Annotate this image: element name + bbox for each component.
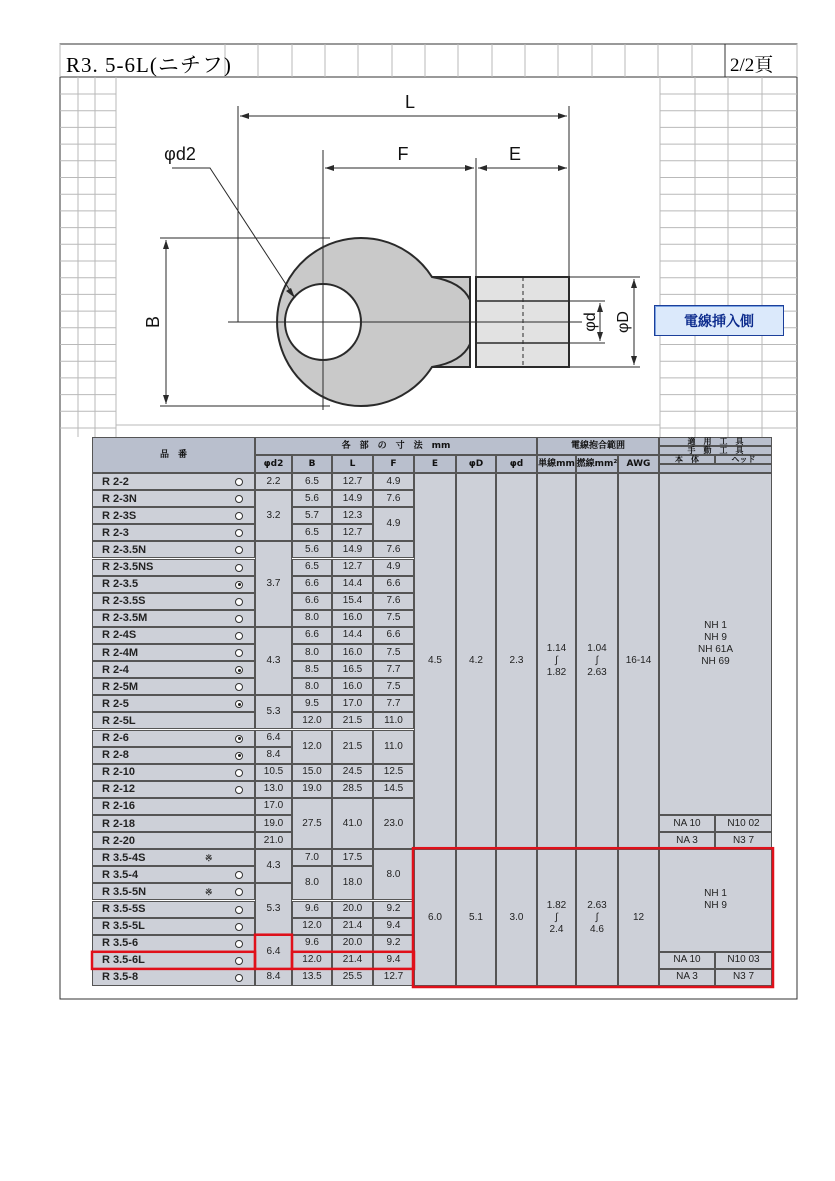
- tool-n2-cell: N3 7: [715, 969, 772, 986]
- part-row: [92, 832, 255, 849]
- F-cell: 8.0: [373, 849, 414, 900]
- d2-cell: 19.0: [255, 815, 292, 832]
- B-cell: 6.5: [292, 559, 332, 576]
- E-cell: 4.5: [414, 473, 456, 849]
- d2-cell: 2.2: [255, 473, 292, 490]
- part-row: [92, 781, 255, 798]
- part-name: R 2-20: [102, 834, 136, 847]
- stock-mark-icon: [235, 735, 243, 743]
- stock-mark-icon: [235, 564, 243, 572]
- part-row: [92, 507, 255, 524]
- header-col-4: E: [414, 455, 456, 473]
- stock-mark-icon: [235, 512, 243, 520]
- B-cell: 27.5: [292, 798, 332, 849]
- L-cell: 14.4: [332, 576, 373, 593]
- B-cell: 12.0: [292, 730, 332, 764]
- wire-insertion-side-badge: 電線挿入側: [654, 305, 784, 336]
- d2-cell: 5.3: [255, 883, 292, 934]
- part-name: R 2-3N: [102, 492, 137, 505]
- part-row: [92, 695, 255, 712]
- dim-d-head: [597, 332, 603, 341]
- header-spacer: [659, 464, 772, 473]
- dim-d-head: [597, 303, 603, 312]
- part-name: R 2-12: [102, 783, 136, 796]
- header-col-0: φd2: [255, 455, 292, 473]
- F-cell: 7.6: [373, 490, 414, 507]
- L-cell: 17.0: [332, 695, 373, 712]
- part-name: R 3.5-4: [102, 868, 139, 881]
- document-title: R3. 5-6L(ニチフ): [66, 53, 232, 77]
- D-cell: 4.2: [456, 473, 496, 849]
- F-cell: 6.6: [373, 576, 414, 593]
- stock-mark-icon: [235, 786, 243, 794]
- part-row: [92, 490, 255, 507]
- dim-B-head: [163, 395, 169, 404]
- B-cell: 5.6: [292, 541, 332, 558]
- part-name: R 3.5-5L: [102, 920, 145, 933]
- dimension-table: [92, 437, 772, 988]
- L-cell: 14.9: [332, 541, 373, 558]
- part-name: R 2-18: [102, 817, 136, 830]
- L-cell: 20.0: [332, 935, 373, 952]
- dim-d2-leader: [172, 168, 295, 298]
- part-row: [92, 918, 255, 935]
- F-cell: 7.5: [373, 678, 414, 695]
- F-cell: 9.4: [373, 918, 414, 935]
- dim-E-head: [478, 165, 487, 171]
- B-cell: 12.0: [292, 952, 332, 969]
- header-col-8: 撚線mm²: [576, 455, 618, 473]
- F-cell: 9.4: [373, 952, 414, 969]
- L-cell: 24.5: [332, 764, 373, 781]
- header-wire-range: 電線抱合範囲: [537, 437, 659, 455]
- label-d2: φd2: [164, 144, 196, 164]
- L-cell: 12.7: [332, 524, 373, 541]
- label-B: B: [143, 315, 163, 329]
- F-cell: 12.7: [373, 969, 414, 986]
- part-name: R 2-4M: [102, 646, 139, 659]
- part-name: R 2-3.5S: [102, 595, 146, 608]
- d2-cell: 4.3: [255, 849, 292, 883]
- B-cell: 12.0: [292, 712, 332, 729]
- B-cell: 6.5: [292, 524, 332, 541]
- header-col-6: φd: [496, 455, 537, 473]
- L-cell: 16.5: [332, 661, 373, 678]
- part-row: [92, 576, 255, 593]
- B-cell: 5.6: [292, 490, 332, 507]
- F-cell: 9.2: [373, 901, 414, 918]
- part-row: [92, 541, 255, 558]
- part-name: R 2-3: [102, 526, 129, 539]
- note-asterisk-icon: ※: [205, 887, 213, 898]
- d2-cell: 13.0: [255, 781, 292, 798]
- stock-mark-icon: [235, 598, 243, 606]
- header-tool-body: 本 体: [659, 455, 715, 464]
- part-row: [92, 610, 255, 627]
- part-row: [92, 644, 255, 661]
- B-cell: 12.0: [292, 918, 332, 935]
- F-cell: 14.5: [373, 781, 414, 798]
- stranded-wire-range-cell: 1.04 ∫ 2.63: [576, 473, 618, 849]
- dim-D-head: [631, 279, 637, 288]
- dim-D-head: [631, 356, 637, 365]
- header-col-3: F: [373, 455, 414, 473]
- dim-L-head: [558, 113, 567, 119]
- B-cell: 8.0: [292, 866, 332, 900]
- L-cell: 12.7: [332, 473, 373, 490]
- tool-na-cell: NA 10: [659, 815, 715, 832]
- part-row: [92, 798, 255, 815]
- d-cell: 2.3: [496, 473, 537, 849]
- header-col-7: 単線mm: [537, 455, 576, 473]
- part-name: R 3.5-5N: [102, 885, 147, 898]
- part-row: [92, 747, 255, 764]
- tool-n2-cell: N3 7: [715, 832, 772, 849]
- dim-F-head: [325, 165, 334, 171]
- part-row: [92, 969, 255, 986]
- B-cell: 9.6: [292, 935, 332, 952]
- d2-cell: 21.0: [255, 832, 292, 849]
- D-cell: 5.1: [456, 849, 496, 986]
- tool-n-cell: N10 02: [715, 815, 772, 832]
- F-cell: 7.5: [373, 610, 414, 627]
- part-name: R 2-16: [102, 800, 136, 813]
- B-cell: 15.0: [292, 764, 332, 781]
- stock-mark-icon: [235, 615, 243, 623]
- part-name: R 3.5-6: [102, 937, 139, 950]
- tool-body-cell: NH 1 NH 9 NH 61A NH 69: [659, 473, 772, 815]
- part-name: R 2-4: [102, 663, 129, 676]
- header-tool-head: ヘッド: [715, 455, 772, 464]
- L-cell: 16.0: [332, 644, 373, 661]
- part-row: [92, 849, 255, 866]
- part-row: [92, 952, 255, 969]
- F-cell: 7.7: [373, 695, 414, 712]
- header-manual-tools: 手 動 工 具: [659, 446, 772, 455]
- d2-cell: 8.4: [255, 969, 292, 986]
- part-name: R 2-5L: [102, 714, 136, 727]
- F-cell: 7.6: [373, 541, 414, 558]
- B-cell: 6.5: [292, 473, 332, 490]
- stock-mark-icon: [235, 974, 243, 982]
- L-cell: 21.5: [332, 712, 373, 729]
- F-cell: 9.2: [373, 935, 414, 952]
- stock-mark-icon: [235, 649, 243, 657]
- L-cell: 28.5: [332, 781, 373, 798]
- header-part-no: 品 番: [92, 437, 255, 473]
- label-D: φD: [615, 311, 632, 333]
- F-cell: 4.9: [373, 507, 414, 541]
- part-name: R 2-6: [102, 732, 129, 745]
- part-name: R 2-3S: [102, 509, 137, 522]
- stock-mark-icon: [235, 769, 243, 777]
- part-name: R 2-5M: [102, 680, 139, 693]
- B-cell: 9.6: [292, 901, 332, 918]
- dim-L-head: [240, 113, 249, 119]
- page-number: 2/2頁: [730, 55, 774, 76]
- tool-n-cell: N10 03: [715, 952, 772, 969]
- dim-F-head: [465, 165, 474, 171]
- B-cell: 6.6: [292, 593, 332, 610]
- tool-na2-cell: NA 3: [659, 969, 715, 986]
- d-cell: 3.0: [496, 849, 537, 986]
- d2-cell: 3.7: [255, 541, 292, 627]
- F-cell: 4.9: [373, 473, 414, 490]
- stock-mark-icon: [235, 700, 243, 708]
- header-col-9: AWG: [618, 455, 659, 473]
- stock-mark-icon: [235, 906, 243, 914]
- L-cell: 16.0: [332, 610, 373, 627]
- L-cell: 16.0: [332, 678, 373, 695]
- d2-cell: 8.4: [255, 747, 292, 764]
- header-tools: 適 用 工 具: [659, 437, 772, 446]
- F-cell: 7.5: [373, 644, 414, 661]
- F-cell: 7.7: [373, 661, 414, 678]
- header-col-1: B: [292, 455, 332, 473]
- label-L: L: [404, 92, 416, 112]
- header-col-2: L: [332, 455, 373, 473]
- L-cell: 25.5: [332, 969, 373, 986]
- awg-cell: 12: [618, 849, 659, 986]
- part-name: R 3.5-6L: [102, 954, 145, 967]
- part-name: R 2-3.5M: [102, 612, 148, 625]
- part-row: [92, 559, 255, 576]
- tool-na2-cell: NA 3: [659, 832, 715, 849]
- stock-mark-icon: [235, 752, 243, 760]
- solid-wire-range-cell: 1.14 ∫ 1.82: [537, 473, 576, 849]
- F-cell: 11.0: [373, 712, 414, 729]
- B-cell: 6.6: [292, 576, 332, 593]
- part-name: R 3.5-5S: [102, 903, 146, 916]
- L-cell: 14.9: [332, 490, 373, 507]
- part-row: [92, 935, 255, 952]
- part-name: R 2-3.5N: [102, 543, 147, 556]
- part-row: [92, 627, 255, 644]
- part-row: [92, 730, 255, 747]
- d2-cell: 3.2: [255, 490, 292, 541]
- d2-cell: 6.4: [255, 935, 292, 969]
- B-cell: 8.0: [292, 644, 332, 661]
- L-cell: 20.0: [332, 901, 373, 918]
- stock-mark-icon: [235, 888, 243, 896]
- B-cell: 5.7: [292, 507, 332, 524]
- B-cell: 7.0: [292, 849, 332, 866]
- B-cell: 13.5: [292, 969, 332, 986]
- B-cell: 8.0: [292, 678, 332, 695]
- label-E: E: [508, 144, 522, 164]
- part-name: R 3.5-4S: [102, 851, 146, 864]
- dim-E-head: [558, 165, 567, 171]
- stranded-wire-range-cell: 2.63 ∫ 4.6: [576, 849, 618, 986]
- stock-mark-icon: [235, 495, 243, 503]
- L-cell: 18.0: [332, 866, 373, 900]
- L-cell: 12.7: [332, 559, 373, 576]
- stock-mark-icon: [235, 957, 243, 965]
- stock-mark-icon: [235, 923, 243, 931]
- L-cell: 14.4: [332, 627, 373, 644]
- dim-B-head: [163, 240, 169, 249]
- part-name: R 2-4S: [102, 629, 137, 642]
- d2-cell: 6.4: [255, 730, 292, 747]
- B-cell: 19.0: [292, 781, 332, 798]
- F-cell: 4.9: [373, 559, 414, 576]
- part-row: [92, 593, 255, 610]
- F-cell: 7.6: [373, 593, 414, 610]
- F-cell: 23.0: [373, 798, 414, 849]
- part-name: R 2-2: [102, 475, 129, 488]
- part-row: [92, 473, 255, 490]
- L-cell: 12.3: [332, 507, 373, 524]
- tool-na-cell: NA 10: [659, 952, 715, 969]
- B-cell: 8.0: [292, 610, 332, 627]
- stock-mark-icon: [235, 529, 243, 537]
- part-row: [92, 524, 255, 541]
- stock-mark-icon: [235, 581, 243, 589]
- d2-cell: 10.5: [255, 764, 292, 781]
- F-cell: 11.0: [373, 730, 414, 764]
- B-cell: 9.5: [292, 695, 332, 712]
- L-cell: 17.5: [332, 849, 373, 866]
- part-name: R 2-8: [102, 749, 129, 762]
- stock-mark-icon: [235, 478, 243, 486]
- stock-mark-icon: [235, 683, 243, 691]
- part-row: [92, 866, 255, 883]
- F-cell: 12.5: [373, 764, 414, 781]
- part-row: [92, 815, 255, 832]
- part-row: [92, 901, 255, 918]
- part-name: R 2-10: [102, 766, 136, 779]
- stock-mark-icon: [235, 871, 243, 879]
- part-row: [92, 678, 255, 695]
- d2-cell: 4.3: [255, 627, 292, 695]
- L-cell: 21.5: [332, 730, 373, 764]
- header-dimensions: 各 部 の 寸 法 mm: [255, 437, 537, 455]
- L-cell: 41.0: [332, 798, 373, 849]
- stock-mark-icon: [235, 546, 243, 554]
- E-cell: 6.0: [414, 849, 456, 986]
- part-row: [92, 712, 255, 729]
- stock-mark-icon: [235, 940, 243, 948]
- awg-cell: 16-14: [618, 473, 659, 849]
- note-asterisk-icon: ※: [205, 853, 213, 864]
- B-cell: 6.6: [292, 627, 332, 644]
- part-name: R 2-3.5NS: [102, 561, 154, 574]
- F-cell: 6.6: [373, 627, 414, 644]
- solid-wire-range-cell: 1.82 ∫ 2.4: [537, 849, 576, 986]
- label-d: φd: [582, 312, 599, 332]
- header-col-5: φD: [456, 455, 496, 473]
- stock-mark-icon: [235, 632, 243, 640]
- part-row: [92, 661, 255, 678]
- part-row: [92, 764, 255, 781]
- tool-body-cell: NH 1 NH 9: [659, 849, 772, 952]
- L-cell: 21.4: [332, 952, 373, 969]
- part-name: R 3.5-8: [102, 971, 139, 984]
- stock-mark-icon: [235, 666, 243, 674]
- d2-cell: 5.3: [255, 695, 292, 729]
- B-cell: 8.5: [292, 661, 332, 678]
- part-name: R 2-5: [102, 697, 129, 710]
- label-F: F: [397, 144, 409, 164]
- L-cell: 15.4: [332, 593, 373, 610]
- d2-cell: 17.0: [255, 798, 292, 815]
- L-cell: 21.4: [332, 918, 373, 935]
- part-name: R 2-3.5: [102, 578, 139, 591]
- part-row: [92, 883, 255, 900]
